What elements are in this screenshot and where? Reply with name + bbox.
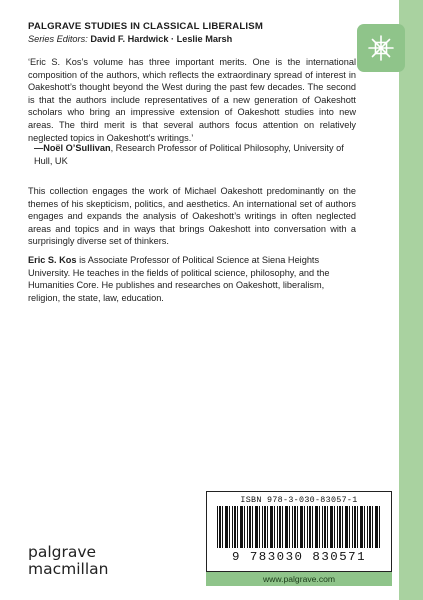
isbn-label: ISBN 978-3-030-83057-1 bbox=[240, 495, 358, 505]
isbn-digits: 9 783030 830571 bbox=[231, 550, 367, 564]
attribution-name: —Noël O’Sullivan bbox=[34, 143, 111, 153]
publisher-website[interactable]: www.palgrave.com bbox=[206, 572, 392, 586]
endorsement-quote: ‘Eric S. Kos’s volume has three important merits. One is the international composition of the authors, which reflects the extraordinary spread of interest in Oakeshott’s thought beyond the West during the past few decades. The second is that the authors include representatives of a new generation of Oakeshott scholars who bring an impressive extension of Oakeshott studies into new areas. The third merit is that several authors focus attention on relatively neglected topics in Oakeshott’s writings.’ bbox=[28, 57, 356, 143]
barcode-bars bbox=[217, 506, 381, 548]
series-title: PALGRAVE STUDIES IN CLASSICAL LIBERALISM bbox=[28, 21, 264, 32]
isbn-barcode bbox=[206, 491, 392, 572]
palgrave-star-icon bbox=[357, 24, 405, 72]
endorsement-attribution bbox=[34, 142, 360, 167]
publisher-logo bbox=[28, 544, 108, 578]
author-bio bbox=[28, 254, 356, 304]
spine-strip bbox=[399, 0, 423, 600]
series-editors-label: Series Editors: bbox=[28, 34, 88, 44]
publisher-logo-line1: palgrave bbox=[28, 543, 97, 561]
series-editors bbox=[28, 34, 232, 44]
attribution-role: , Research Professor of Political Philosophy, University of Hull, UK bbox=[34, 143, 344, 166]
publisher-logo-line2: macmillan bbox=[28, 560, 109, 578]
palgrave-star-icon-graphic bbox=[366, 33, 396, 63]
author-name: Eric S. Kos bbox=[28, 255, 77, 265]
series-editors-names: David F. Hardwick · Leslie Marsh bbox=[90, 34, 233, 44]
author-bio-text: is Associate Professor of Political Science at Siena Heights University. He teaches in the fields of political science, philosophy, and the Humanities Core. He publishes and researches on Oakeshott, liberalism, religion, the state, law, education. bbox=[28, 255, 330, 303]
book-description: This collection engages the work of Michael Oakeshott predominantly on the themes of his skepticism, politics, and aesthetics. An international set of authors engages and expands the analysis of Oakeshott’s writings in often neglected areas and topics and in ways that brings Oakeshott into conversation with a surprisingly diverse set of thinkers. bbox=[28, 186, 356, 247]
